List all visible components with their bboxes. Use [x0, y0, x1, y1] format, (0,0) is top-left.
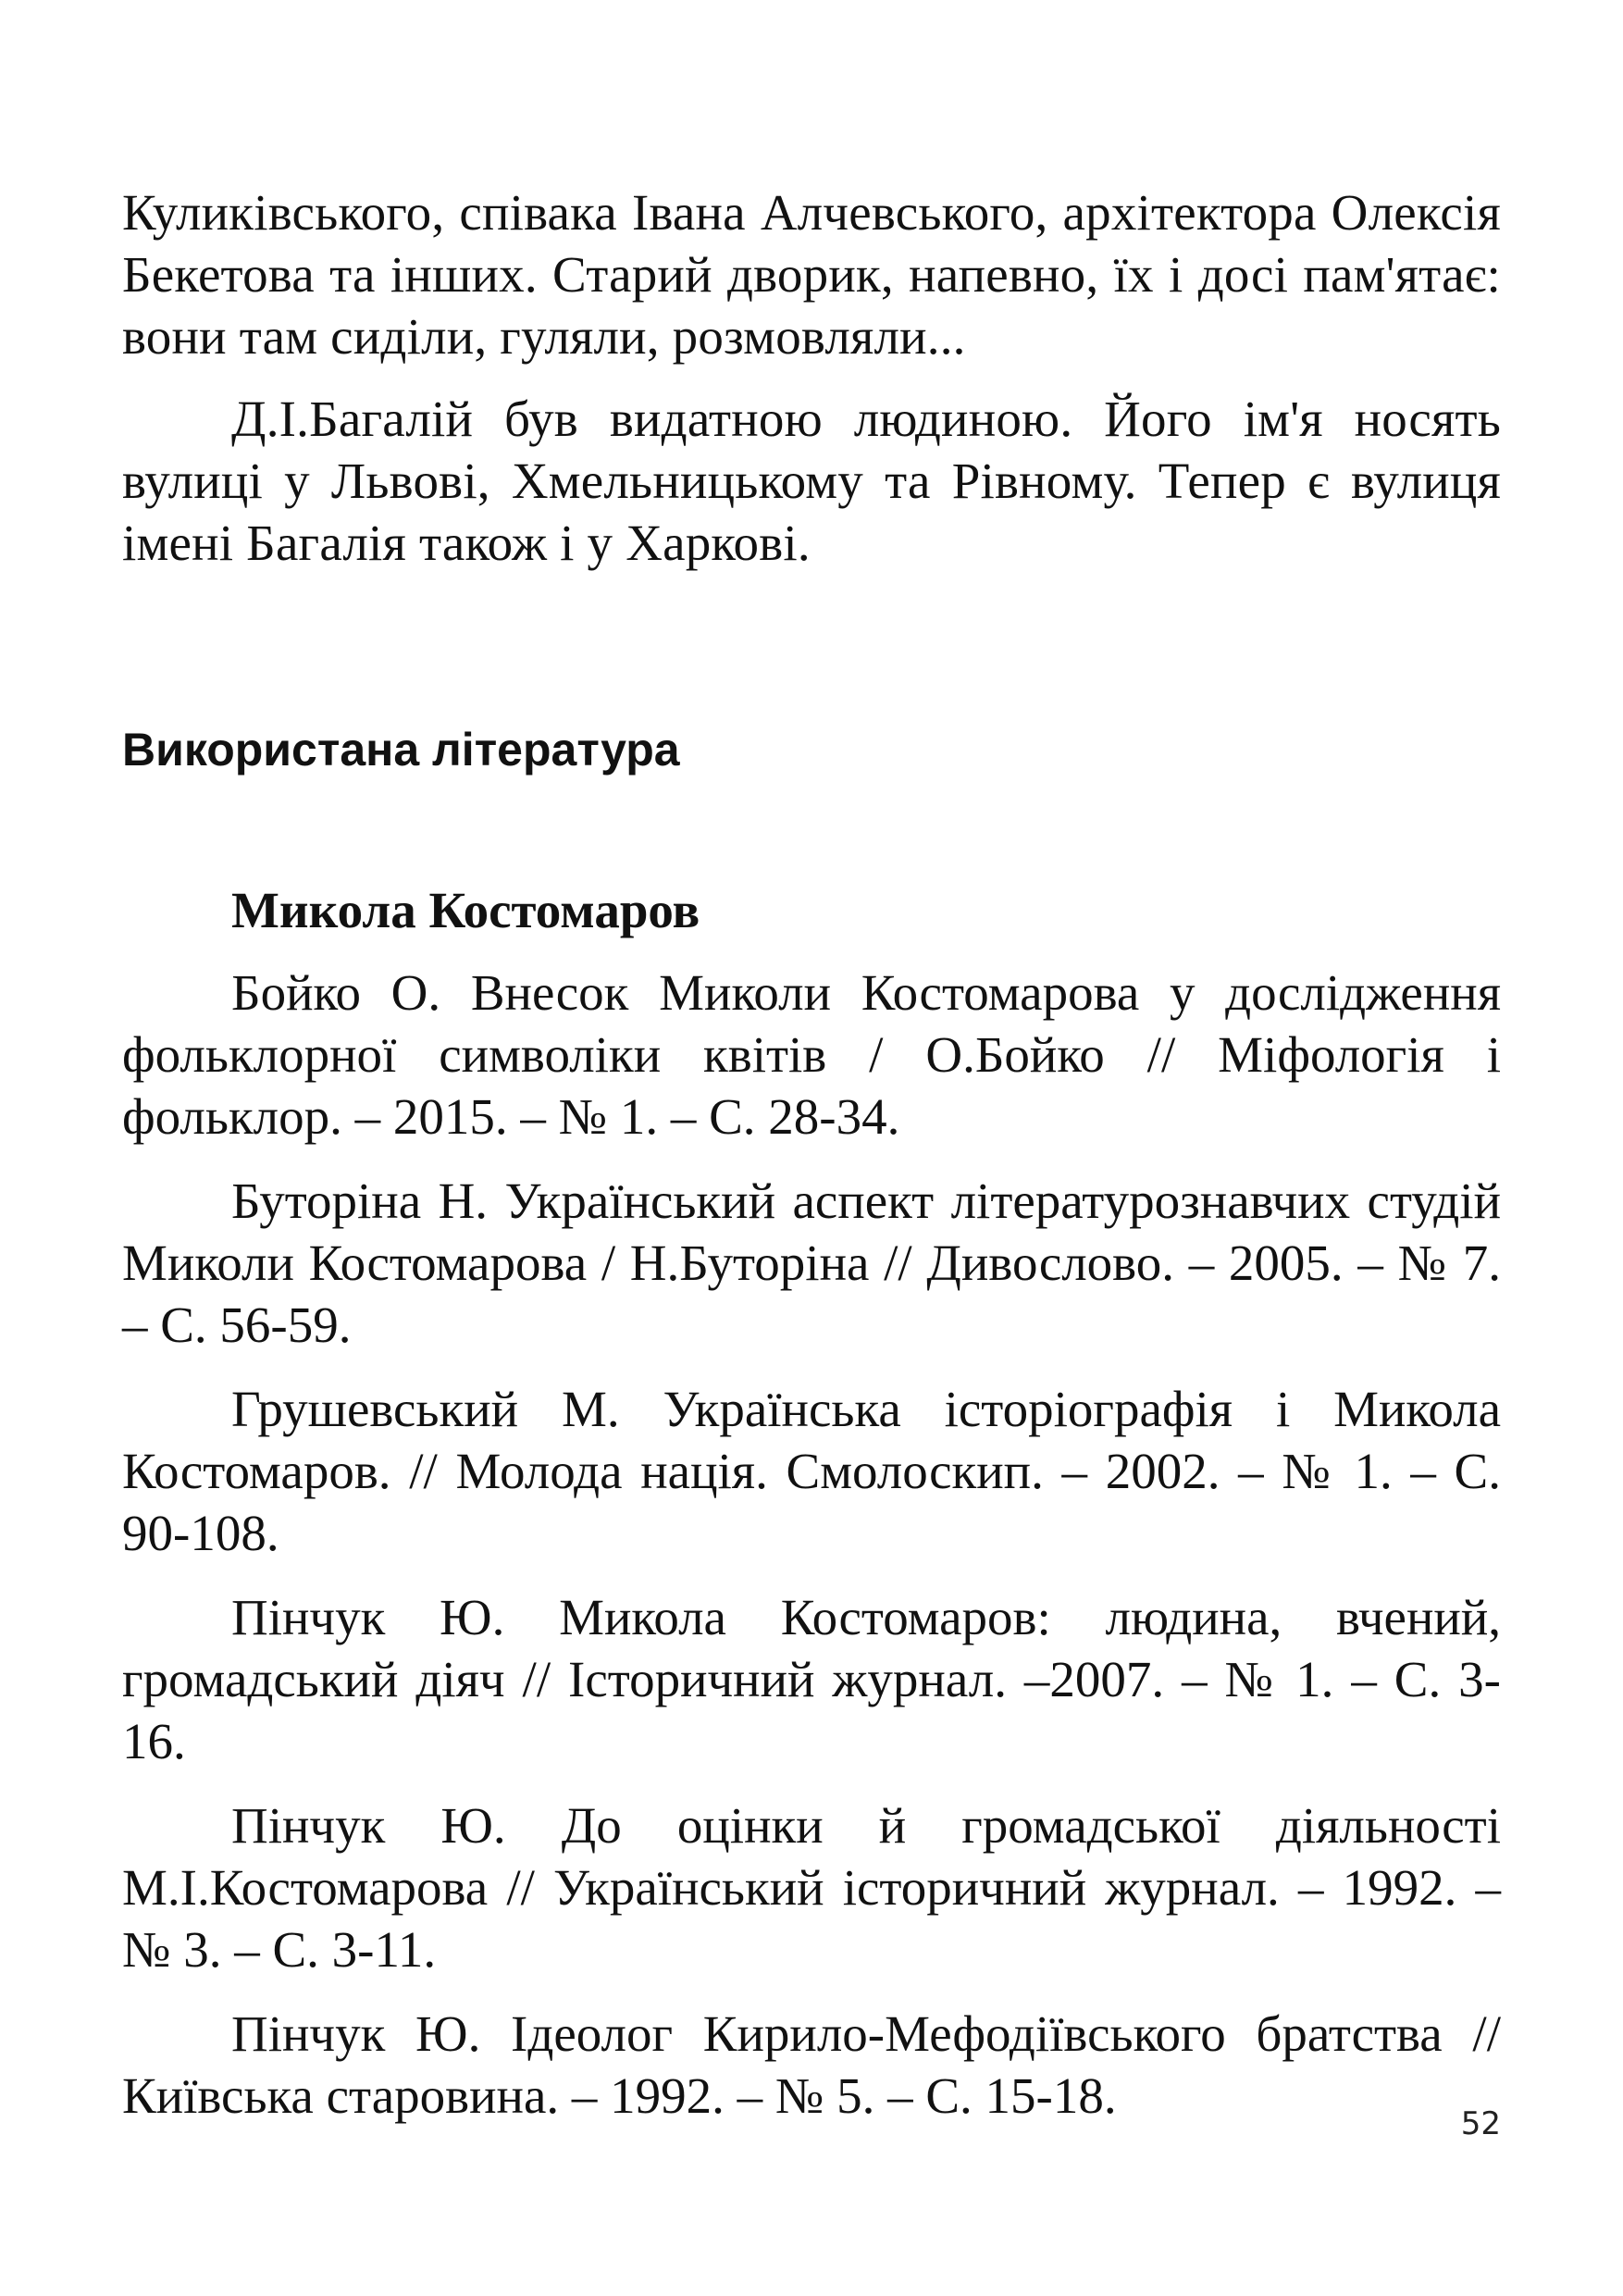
page-number: 52: [1460, 2105, 1501, 2142]
page-content: [122, 181, 1501, 2149]
subsection-heading-kostomarov: Микола Костомаров: [231, 882, 700, 938]
intro-paragraph-bahalii: Д.І.Багалій був видатною людиною. Його ім'я носять вулиці у Львові, Хмельницькому та Рівному. Тепер є вулиця імені Багалія також і у Харкові.: [122, 391, 1501, 571]
reference-item: Грушевський М. Українська історіографія і Микола Костомаров. // Молода нація. Смолоскип. – 2002. – № 1. – С. 90-108.: [122, 1381, 1501, 1561]
reference-item: Пінчук Ю. Ідеолог Кирило-Мефодіївського братства // Київська старовина. – 1992. – № 5. – С. 15-18.: [122, 2005, 1501, 2124]
reference-list: [122, 962, 1501, 2127]
reference-item: Бойко О. Внесок Миколи Костомарова у дослідження фольклорної символіки квітів / О.Бойко // Міфологія і фольклор. – 2015. – № 1. – С. 28-34.: [122, 964, 1501, 1145]
reference-item: Пінчук Ю. До оцінки й громадської діяльності М.І.Костомарова // Український історичний журнал. – 1992. – № 3. – С. 3-11.: [122, 1797, 1501, 1978]
intro-paragraph-continued: Куликівського, співака Івана Алчевського, архітектора Олексія Бекетова та інших. Старий дворик, напевно, їх і досі пам'ятає: вони там сиділи, гуляли, розмовляли...: [122, 184, 1501, 365]
section-heading-literature: Використана література: [122, 724, 680, 776]
reference-item: Буторіна Н. Український аспект літературознавчих студій Миколи Костомарова / Н.Буторіна // Дивослово. – 2005. – № 7. – С. 56-59.: [122, 1173, 1501, 1353]
reference-item: Пінчук Ю. Микола Костомаров: людина, вчений, громадський діяч // Історичний журнал. –2007. – № 1. – С. 3-16.: [122, 1589, 1501, 1769]
